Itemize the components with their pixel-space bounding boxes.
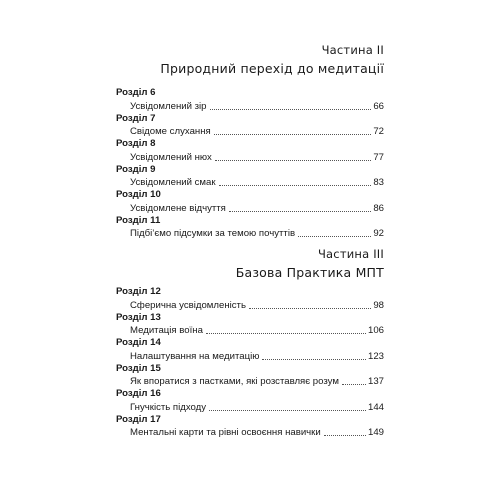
toc-entry[interactable] [116,227,384,241]
chapter-label: Розділ 14 [116,337,161,348]
chapter-block [116,312,384,338]
chapter-label: Розділ 15 [116,362,161,374]
chapter-label: Розділ 16 [116,388,161,399]
dot-leader [298,236,371,237]
page-number: 83 [373,177,384,188]
chapter-label: Розділ 9 [116,163,156,175]
dot-leader [262,359,366,360]
page-number: 149 [367,427,384,438]
entry-title: Ментальні карти та рівні освоєння навички [130,427,321,438]
entry-title: Усвідомлене відчуття [130,202,226,214]
dot-leader [342,384,366,385]
toc-entry[interactable] [116,400,384,414]
part-iii-label: Частина III [317,247,384,261]
toc-entry[interactable] [116,426,384,440]
part-ii-header [160,43,384,77]
entry-title: Сферична усвідомленість [130,299,246,311]
page-number: 92 [373,228,384,239]
dot-leader [249,308,371,309]
chapter-label: Розділ 10 [116,189,161,200]
dot-leader [219,185,372,186]
page-number: 123 [367,350,384,362]
chapter-block [116,189,384,215]
entry-title: Свідоме слухання [130,126,211,137]
toc-entry[interactable] [116,375,384,389]
part-iii-header [236,247,384,281]
chapter-label: Розділ 7 [116,112,156,124]
chapter-block [116,138,384,164]
part-iii-toc [116,286,384,439]
chapter-block [116,215,384,241]
chapter-label: Розділ 12 [116,286,161,297]
chapter-block [116,164,384,190]
part-ii-label: Частина II [321,43,384,57]
page-number: 77 [373,151,384,163]
toc-entry[interactable] [116,150,384,164]
page-number: 98 [373,299,384,311]
page-number: 106 [367,325,384,336]
chapter-block [116,363,384,389]
entry-title: Як впоратися з пастками, які розставляє розум [130,376,339,387]
toc-entry[interactable] [116,298,384,312]
dot-leader [206,333,366,334]
dot-leader [215,160,372,161]
chapter-block [116,87,384,113]
entry-title: Усвідомлений зір [130,100,207,112]
dot-leader [214,134,372,135]
chapter-block [116,113,384,139]
chapter-block [116,337,384,363]
page-number: 144 [367,401,384,413]
page-number: 72 [373,126,384,137]
entry-title: Налаштування на медитацію [130,350,260,362]
entry-title: Підбі’ємо підсумки за темою почуттів [130,228,296,239]
page-number: 137 [367,376,384,387]
toc-entry[interactable] [116,349,384,363]
dot-leader [209,410,366,411]
toc-entry[interactable] [116,324,384,338]
page-number: 86 [373,202,384,214]
chapter-label: Розділ 17 [116,413,161,425]
part-ii-toc [116,87,384,240]
chapter-block [116,388,384,414]
dot-leader [229,211,371,212]
toc-entry[interactable] [116,176,384,190]
entry-title: Гнучкість підходу [130,401,207,413]
part-ii-title: Природний перехід до медитації [160,61,384,76]
chapter-label: Розділ 13 [116,311,161,323]
part-iii-title: Базова Практика МПТ [235,265,384,280]
chapter-label: Розділ 6 [116,87,156,98]
toc-entry[interactable] [116,201,384,215]
dot-leader [210,109,372,110]
toc-entry[interactable] [116,99,384,113]
chapter-block [116,286,384,312]
page-number: 66 [373,100,384,112]
entry-title: Медитація воїна [130,325,203,336]
dot-leader [324,435,366,436]
chapter-label: Розділ 11 [116,214,161,226]
entry-title: Усвідомлений смак [130,177,216,188]
entry-title: Усвідомлений нюх [130,151,212,163]
toc-entry[interactable] [116,125,384,139]
chapter-block [116,414,384,440]
chapter-label: Розділ 8 [116,138,156,149]
